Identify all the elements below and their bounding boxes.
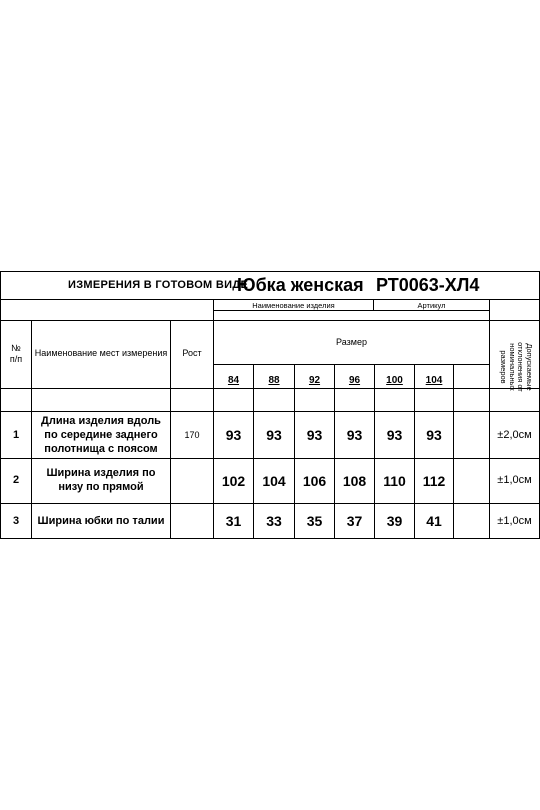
size-96: 96 xyxy=(348,375,361,386)
row-2-value-104: 112 xyxy=(422,473,446,489)
spacer-row-bottom xyxy=(0,411,540,412)
col-divider-tolerance xyxy=(489,300,490,538)
measurements-title: ИЗМЕРЕНИЯ В ГОТОВОМ ВИДЕ xyxy=(68,279,249,291)
row-2-value-84: 102 xyxy=(221,473,246,489)
row-3-value-104: 41 xyxy=(426,513,442,529)
row-1-value-88: 93 xyxy=(266,427,282,443)
row-1-value-92: 93 xyxy=(306,427,323,443)
header-divider-1 xyxy=(0,320,540,321)
header-bottom xyxy=(0,388,540,389)
index-label: № п/п xyxy=(9,343,23,364)
table-border-left xyxy=(0,271,1,539)
row-1-bottom xyxy=(0,458,540,459)
row-1-tolerance: ±2,0см xyxy=(497,429,532,441)
row-1-value-104: 93 xyxy=(426,427,442,443)
table-border-top xyxy=(0,271,540,272)
height-label: Рост xyxy=(182,348,202,358)
col-divider-96 xyxy=(374,364,375,538)
row-2-value-88: 104 xyxy=(262,473,286,489)
tolerance-label: Допускаемые отклонения от номинальных размеров xyxy=(499,342,534,392)
product-row-divider xyxy=(213,310,489,311)
article-title: РТ0063-ХЛ4 xyxy=(376,275,480,295)
row-1-height: 170 xyxy=(184,430,200,440)
col-divider-104 xyxy=(453,364,454,538)
row-3-value-100: 39 xyxy=(386,513,403,529)
row-3-name: Ширина юбки по талии xyxy=(37,515,165,527)
row-2-value-96: 108 xyxy=(342,473,367,489)
row-2-value-100: 110 xyxy=(383,473,406,489)
col-divider-100 xyxy=(414,364,415,538)
size-84: 84 xyxy=(227,375,240,386)
row-2-bottom xyxy=(0,503,540,504)
row-2-value-92: 106 xyxy=(302,473,327,489)
row-3-index: 3 xyxy=(12,515,20,527)
measure-place-label: Наименование мест измерения xyxy=(34,348,168,358)
col-divider-92 xyxy=(334,364,335,538)
size-100: 100 xyxy=(386,375,403,386)
row-3-tolerance: ±1,0см xyxy=(497,515,532,527)
row-2-index: 2 xyxy=(12,474,20,486)
row-1-name: Длина изделия вдоль по середине заднего полотнища с поясом xyxy=(41,415,161,455)
row-3-value-84: 31 xyxy=(225,513,242,529)
row-3-value-92: 35 xyxy=(306,513,323,529)
col-divider-88 xyxy=(294,364,295,538)
row-1-value-84: 93 xyxy=(225,427,242,443)
table-border-bottom xyxy=(0,538,540,539)
size-label: Размер xyxy=(336,337,367,347)
title-row-divider xyxy=(0,299,540,300)
row-3-value-96: 37 xyxy=(346,513,363,529)
article-label: Артикул xyxy=(417,301,446,310)
row-1-index: 1 xyxy=(12,429,20,441)
row-3-value-88: 33 xyxy=(266,513,282,529)
size-104: 104 xyxy=(425,375,443,386)
row-1-value-96: 93 xyxy=(346,427,363,443)
row-2-name: Ширина изделия по низу по прямой xyxy=(46,467,156,493)
product-title: Юбка женская xyxy=(237,275,364,295)
col-divider-height xyxy=(213,300,214,538)
size-88: 88 xyxy=(268,375,280,386)
size-row-top xyxy=(213,364,489,365)
col-divider-84 xyxy=(253,364,254,538)
row-2-tolerance: ±1,0см xyxy=(497,474,532,486)
row-1-value-100: 93 xyxy=(386,427,403,443)
size-92: 92 xyxy=(308,375,321,386)
product-name-label: Наименование изделия xyxy=(252,301,335,310)
